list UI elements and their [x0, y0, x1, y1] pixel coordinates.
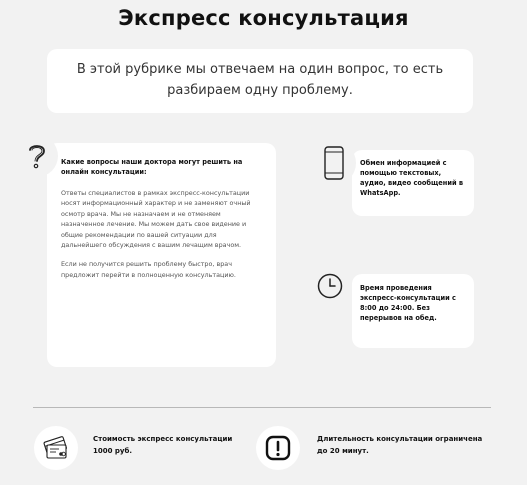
- time-card: [352, 274, 474, 348]
- questions-paragraph-2: Если не получится решить проблему быстро, врач предложит перейти в полноценную консультацию.: [61, 260, 236, 279]
- clock-icon: [310, 266, 350, 306]
- whatsapp-card: [352, 150, 474, 216]
- smartphone-icon: [312, 141, 356, 185]
- page-title: Экспресс консультация: [118, 6, 409, 30]
- questions-paragraph-1: Ответы специалистов в рамках экспресс-консультации носят информационный характер и не заменяют очный осмотр врача. Мы не назначаем и не отменяем назначенное лечение. Мы можем дать свое видение и общие рекомендации по вашей ситуации для дальнейшего обсуждения с вашим лечащим врачом.: [61, 189, 251, 250]
- questions-heading: Какие вопросы наши доктора могут решить на онлайн консультации:: [61, 158, 243, 176]
- questions-body: [61, 188, 264, 280]
- duration-text: Длительность консультации ограничена до 20 минут.: [317, 435, 483, 455]
- intro-box: [47, 49, 473, 113]
- questions-card: [47, 143, 276, 367]
- payment-card-icon: [34, 426, 78, 470]
- cost-text: Стоимость экспресс консультации 1000 руб.: [93, 435, 233, 455]
- intro-text: В этой рубрике мы отвечаем на один вопрос, то есть разбираем одну проблему.: [76, 62, 444, 98]
- section-divider: [33, 407, 491, 408]
- exclamation-icon: [256, 426, 300, 470]
- whatsapp-text: Обмен информацией с помощью текстовых, аудио, видео сообщений в WhatsApp.: [360, 159, 464, 197]
- time-text: Время проведения экспресс-консультации с 8:00 до 24:00. Без перерывов на обед.: [360, 284, 456, 322]
- question-mark-icon: [16, 135, 58, 177]
